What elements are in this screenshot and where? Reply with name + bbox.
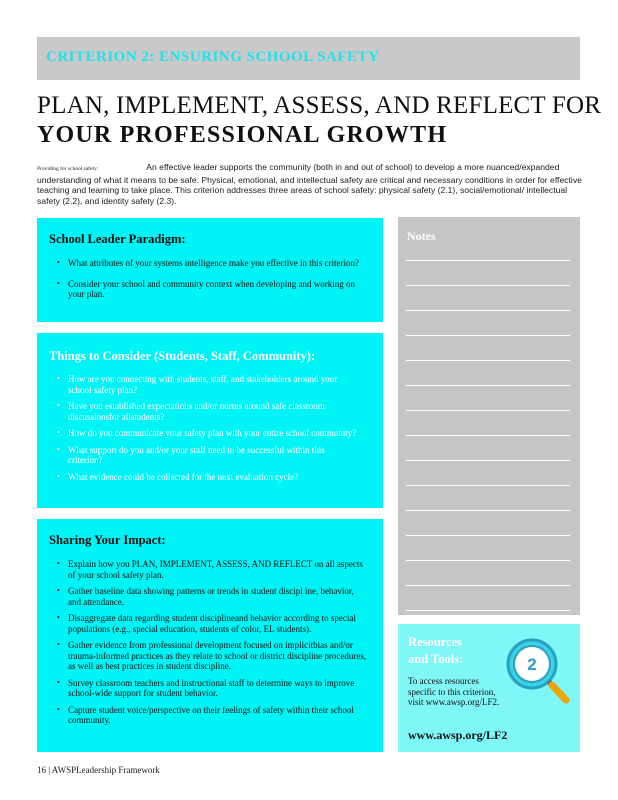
list-item: • What evidence could be collected for the next evaluation cycle? <box>57 472 357 483</box>
list-item: • Explain how you PLAN, IMPLEMENT, ASSESS, AND REFLECT on all aspects of your school safety plan. <box>57 559 369 580</box>
intro-text: An effective leader supports the community (both in and out of school) to develop a more nuanced/expanded understanding of what it means to be safe. Physical, emotional, and intellectual safety are critical and necessary conditions in order for effective teaching and learning to take place. This criterion addresses three areas of school safety: physical safety (2.1), social/emotional/ intellectual safety (2.2), and identity safety (2.3). <box>37 162 582 206</box>
list-item: • Survey classroom teachers and instructional staff to determine ways to improve school-wide support for student behavior. <box>57 678 369 699</box>
note-line <box>406 385 570 386</box>
note-line <box>406 435 570 436</box>
list-item: • What support do you and/or your staff need to be successful within this criterion? <box>57 445 357 466</box>
notes-title: Notes <box>407 229 436 243</box>
consider-title: Things to Consider (Students, Staff, Community): <box>49 349 316 363</box>
magnifying-glass-icon <box>502 634 574 710</box>
list-item: • How are you connecting with students, staff, and stakeholders around your school safety plan? <box>57 374 357 395</box>
school-leader-paradigm-panel <box>37 218 383 322</box>
page-footer: 16 | AWSPLeadership Framework <box>37 765 160 775</box>
resources-title-line-2: and Tools: <box>408 652 464 666</box>
note-line <box>406 460 570 461</box>
list-item: • How do you communicate your safety plan with your entire school community? <box>57 428 357 439</box>
resources-title-line-1: Resources <box>408 635 462 649</box>
badge-number: 2 <box>527 655 537 674</box>
paradigm-list <box>57 258 372 300</box>
list-item: • Gather evidence from professional development focused on implicitbias and/or trauma-informed practices as they relate to school or district discipline procedures, as well as best practices in student discipline. <box>57 640 369 672</box>
resources-text: To access resources specific to this criterion, visit www.awsp.org/LF2. <box>408 676 500 707</box>
note-line <box>406 360 570 361</box>
consider-list <box>57 374 357 482</box>
list-item: • Have you established expectations and/or norms around safe classroom discussionsfor allstudents? <box>57 401 357 422</box>
notes-panel <box>398 217 580 615</box>
impact-title: Sharing Your Impact: <box>49 533 166 547</box>
note-line <box>406 335 570 336</box>
resources-panel <box>398 624 580 752</box>
note-line <box>406 260 570 261</box>
note-line <box>406 285 570 286</box>
note-line <box>406 310 570 311</box>
note-line <box>406 610 570 611</box>
banner-title: CRITERION 2: ENSURING SCHOOL SAFETY <box>46 49 380 65</box>
intro-paragraph <box>37 162 582 206</box>
note-line <box>406 510 570 511</box>
resources-url[interactable]: www.awsp.org/LF2 <box>408 728 508 742</box>
impact-list <box>57 559 369 726</box>
list-item: • Consider your school and community context when developing and working on your plan. <box>57 279 372 300</box>
paradigm-title: School Leader Paradigm: <box>49 232 186 246</box>
note-line <box>406 535 570 536</box>
note-line <box>406 560 570 561</box>
things-to-consider-panel <box>37 333 383 508</box>
intro-lead: Providing for school safety: <box>37 166 99 172</box>
list-item: • Capture student voice/perspective on their feelings of safety within their school community. <box>57 705 369 726</box>
note-line <box>406 410 570 411</box>
sharing-your-impact-panel <box>37 519 383 752</box>
criterion-banner <box>37 37 580 80</box>
list-item: • Gather baseline data showing patterns or trends in student discipl ine, behavior, and attendance. <box>57 586 369 607</box>
note-line <box>406 585 570 586</box>
resources-title <box>408 634 463 668</box>
list-item: • What attributes of your systems intelligence make you effective in this criterion? <box>57 258 372 269</box>
note-line <box>406 485 570 486</box>
page-title-line-1: PLAN, IMPLEMENT, ASSESS, AND REFLECT FOR <box>37 92 602 119</box>
list-item: • Disaggregate data regarding student disciplineand behavior according to special populations (e.g., special education, students of color, EL students). <box>57 613 369 634</box>
page-title-line-2: YOUR PROFESSIONAL GROWTH <box>37 122 448 148</box>
